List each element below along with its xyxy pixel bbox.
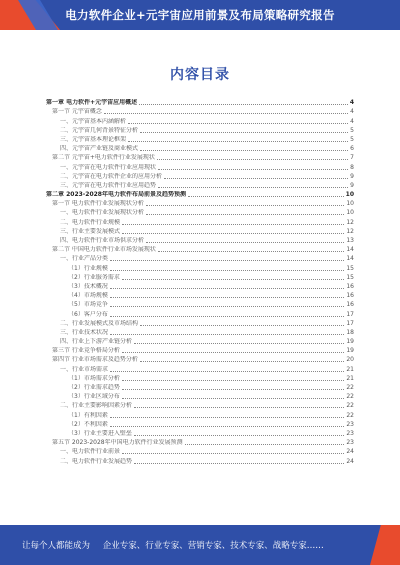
toc-leader-dots — [134, 407, 344, 408]
toc-leader-dots — [122, 453, 344, 454]
toc-entry[interactable] — [46, 190, 354, 199]
toc-entry-page: 16 — [346, 292, 354, 300]
toc-entry-title: 二、电力软件行业规模 — [60, 218, 121, 226]
toc-leader-dots — [134, 435, 345, 436]
toc-heading: 内容目录 — [170, 67, 230, 83]
toc-entry-title: 三、行业主要发展模式 — [60, 227, 121, 235]
toc-leader-dots — [128, 141, 348, 142]
toc-entry-title: 三、元宇宙在电力软件行业应用趋势 — [60, 181, 157, 189]
toc-entry-title: 第五节 2023-2028年中国电力软件行业发展预测 — [52, 439, 183, 447]
toc-entry-title: （3）技术概况 — [68, 282, 108, 290]
toc-entry-title: （1）有利因素 — [68, 411, 108, 419]
toc-leader-dots — [110, 288, 345, 289]
toc-entry[interactable] — [46, 282, 354, 291]
toc-entry[interactable] — [46, 162, 354, 171]
toc-entry[interactable] — [46, 456, 354, 465]
toc-entry-title: 第一节 元宇宙概念 — [52, 108, 102, 116]
toc-leader-dots — [128, 123, 348, 124]
toc-entry-title: 四、行业上下游产业链分析 — [60, 338, 133, 346]
toc-entry[interactable] — [46, 181, 354, 190]
toc-entry-title: 一、元宇宙在电力软件行业应用现状 — [60, 163, 157, 171]
toc-entry[interactable] — [46, 227, 354, 236]
toc-leader-dots — [110, 270, 345, 271]
toc-entry-page: 21 — [346, 365, 354, 373]
toc-leader-dots — [139, 104, 348, 105]
toc-entry-title: 第二节 中国电力软件行业市场发展现状 — [52, 246, 156, 254]
toc-entry-page: 7 — [350, 154, 354, 162]
toc-entry-title: （2）行业服务需求 — [68, 273, 120, 281]
toc-entry-page: 14 — [346, 246, 354, 254]
toc-entry[interactable] — [46, 245, 354, 254]
toc-entry-title: （2）不利因素 — [68, 420, 108, 428]
toc-leader-dots — [110, 417, 345, 418]
footer-slogan-text: 企业专家、行业专家、营销专家、技术专家、战略专家…… — [102, 541, 324, 551]
toc-entry-title: 二、电力软件行业发展趋势 — [60, 457, 133, 465]
toc-entry-page: 17 — [346, 310, 354, 318]
toc-leader-dots — [146, 214, 344, 215]
toc-entry-title: 第四节 行业市场需求及趋势分析 — [52, 356, 138, 364]
toc-entry-page: 10 — [346, 209, 354, 217]
toc-leader-dots — [134, 343, 344, 344]
toc-entry-title: 二、行业发展模式及市场结构 — [60, 319, 139, 327]
toc-entry-title: 四、元宇宙产业链及商业模式 — [60, 145, 139, 153]
report-title: 电力软件企业+元宇宙应用前景及布局策略研究报告 — [65, 8, 335, 22]
toc-entry[interactable] — [46, 401, 354, 410]
toc-entry[interactable] — [46, 300, 354, 309]
toc-entry[interactable] — [46, 236, 354, 245]
toc-entry-page: 12 — [346, 218, 354, 226]
toc-entry-title: 一、行业产品分类 — [60, 255, 109, 263]
toc-entry-page: 17 — [346, 319, 354, 327]
toc-leader-dots — [122, 389, 345, 390]
toc-entry-page: 22 — [346, 384, 354, 391]
toc-entry-page: 6 — [350, 145, 354, 153]
toc-leader-dots — [110, 334, 344, 335]
toc-entry-page: 4 — [350, 108, 354, 116]
toc-entry-title: 一、元宇宙基本内涵解析 — [60, 117, 127, 125]
toc-entry[interactable] — [46, 144, 354, 153]
toc-entry-page: 19 — [346, 347, 354, 355]
toc-entry[interactable] — [46, 364, 354, 373]
toc-leader-dots — [146, 242, 344, 243]
toc-leader-dots — [146, 205, 344, 206]
toc-entry-page: 23 — [346, 439, 354, 447]
toc-entry[interactable] — [46, 126, 354, 135]
toc-leader-dots — [140, 325, 344, 326]
toc-entry-page: 19 — [346, 338, 354, 346]
toc-entry-title: （1）市场需求分析 — [68, 374, 120, 382]
toc-entry-page: 10 — [345, 191, 354, 199]
toc-entry[interactable] — [46, 153, 354, 162]
toc-leader-dots — [122, 224, 344, 225]
toc-leader-dots — [110, 260, 344, 261]
toc-entry[interactable] — [46, 438, 354, 447]
toc-entry-page: 14 — [346, 255, 354, 263]
toc-leader-dots — [140, 132, 348, 133]
toc-entry[interactable] — [46, 392, 354, 401]
toc-leader-dots — [110, 297, 345, 298]
toc-leader-dots — [185, 444, 345, 445]
toc-entry-page: 24 — [346, 457, 354, 465]
toc-entry-page: 21 — [346, 374, 354, 382]
toc-leader-dots — [110, 316, 345, 317]
toc-leader-dots — [110, 371, 344, 372]
toc-entry[interactable] — [46, 309, 354, 318]
toc-entry-title: 一、行业市场需求 — [60, 365, 109, 373]
toc-entry-title: （2）行业需求趋势 — [68, 384, 120, 391]
toc-entry-title: 第二章 2023-2028年电力软件布局前景及趋势预测 — [46, 191, 186, 199]
toc-leader-dots — [104, 113, 348, 114]
toc-entry-page: 5 — [350, 126, 354, 134]
toc-entry[interactable] — [46, 254, 354, 263]
toc-entry-page: 12 — [346, 227, 354, 235]
toc-entry[interactable] — [46, 208, 354, 217]
toc-entry[interactable] — [46, 346, 354, 355]
toc-entry[interactable] — [46, 98, 354, 107]
footer-lead-text: 让每个人都能成为 — [22, 541, 91, 551]
toc-entry-title: 三、元宇宙基本理论框架 — [60, 135, 127, 143]
toc-leader-dots — [157, 159, 348, 160]
toc-leader-dots — [122, 279, 345, 280]
toc-entry-page: 22 — [346, 402, 354, 410]
toc-entry-title: （6）客户分布 — [68, 310, 108, 318]
toc-leader-dots — [122, 352, 344, 353]
table-of-contents — [46, 98, 354, 466]
toc-entry-page: 5 — [350, 135, 354, 143]
toc-entry[interactable] — [46, 291, 354, 300]
toc-entry-page: 18 — [346, 328, 354, 336]
toc-entry[interactable] — [46, 263, 354, 272]
toc-leader-dots — [164, 178, 348, 179]
toc-entry[interactable] — [46, 107, 354, 116]
toc-entry-page: 8 — [350, 163, 354, 171]
toc-entry-title: （3）行业区域分布 — [68, 393, 120, 401]
toc-entry[interactable] — [46, 319, 354, 328]
toc-leader-dots — [122, 233, 344, 234]
toc-entry-page: 22 — [346, 411, 354, 419]
toc-entry[interactable] — [46, 429, 354, 438]
toc-entry[interactable] — [46, 217, 354, 226]
toc-entry-title: 第二节 元宇宙+电力软件行业发展现状 — [52, 154, 155, 162]
toc-entry-page: 16 — [346, 301, 354, 309]
toc-entry[interactable] — [46, 172, 354, 181]
toc-entry[interactable] — [46, 447, 354, 456]
toc-entry-page: 23 — [346, 420, 354, 428]
toc-leader-dots — [110, 426, 345, 427]
toc-entry[interactable] — [46, 273, 354, 282]
toc-entry[interactable] — [46, 374, 354, 383]
toc-leader-dots — [122, 380, 345, 381]
toc-entry-title: 三、行业技术状况 — [60, 328, 109, 336]
footer-bar — [0, 525, 400, 565]
toc-entry-title: （4）市场规模 — [68, 292, 108, 300]
toc-leader-dots — [158, 187, 348, 188]
toc-leader-dots — [122, 398, 345, 399]
toc-leader-dots — [134, 463, 344, 464]
toc-entry[interactable] — [46, 199, 354, 208]
toc-entry[interactable] — [46, 328, 354, 337]
footer-slogan — [22, 539, 324, 551]
toc-entry[interactable] — [46, 135, 354, 144]
toc-entry-page: 9 — [350, 172, 354, 180]
footer-accent-shape — [370, 525, 400, 565]
toc-entry-title: 一、电力软件行业前景 — [60, 448, 121, 456]
toc-entry[interactable] — [46, 383, 354, 392]
toc-entry-title: 二、元宇宙在电力软件企业的应用分析 — [60, 172, 163, 180]
toc-entry-title: 一、电力软件行业发展现状分析 — [60, 209, 145, 217]
toc-leader-dots — [188, 196, 344, 197]
toc-entry-page: 16 — [346, 282, 354, 290]
toc-leader-dots — [140, 361, 344, 362]
toc-entry-page: 13 — [346, 237, 354, 244]
toc-entry-title: （1）行业规模 — [68, 264, 108, 272]
toc-entry-title: 四、电力软件行业市场供求分析 — [60, 237, 145, 244]
toc-entry-title: 第一章 电力软件+元宇宙应用概述 — [46, 99, 138, 107]
toc-entry-page: 15 — [346, 273, 354, 281]
toc-entry-title: 第三节 行业竞争格局分析 — [52, 347, 120, 355]
toc-entry-title: 二、元宇宙几何背景特征分析 — [60, 126, 139, 134]
toc-entry[interactable] — [46, 337, 354, 346]
header-bar — [0, 0, 400, 30]
toc-entry-page: 4 — [350, 117, 354, 125]
toc-entry-page: 20 — [346, 356, 354, 364]
toc-entry-page: 9 — [350, 181, 354, 189]
toc-entry-page: 24 — [346, 448, 354, 456]
toc-entry-page: 22 — [346, 393, 354, 401]
toc-entry-page: 15 — [346, 264, 354, 272]
toc-entry-page: 10 — [346, 200, 354, 208]
toc-entry-title: 第一节 电力软件行业发展现状分析 — [52, 200, 144, 208]
toc-entry[interactable] — [46, 116, 354, 125]
toc-entry[interactable] — [46, 355, 354, 364]
toc-entry-page: 4 — [349, 99, 354, 107]
toc-entry-title: 二、行业主要影响因素分析 — [60, 402, 133, 410]
toc-leader-dots — [110, 306, 345, 307]
toc-leader-dots — [140, 150, 348, 151]
toc-entry[interactable] — [46, 410, 354, 419]
toc-entry-title: （5）市场竞争 — [68, 301, 108, 309]
toc-entry-title: （3）行业主要进入壁垒 — [68, 429, 132, 437]
toc-leader-dots — [158, 251, 344, 252]
toc-entry-page: 23 — [346, 429, 354, 437]
toc-entry[interactable] — [46, 420, 354, 429]
toc-leader-dots — [158, 169, 348, 170]
